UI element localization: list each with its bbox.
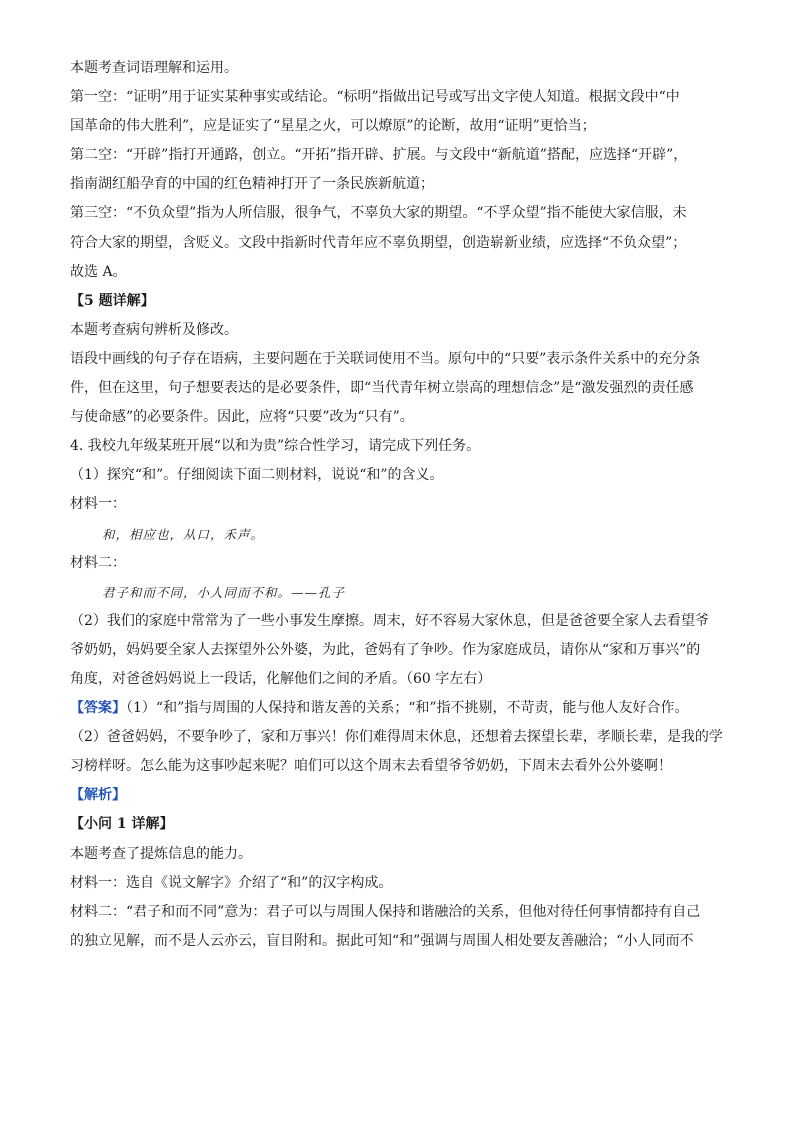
text-line: 的独立见解，而不是人云亦云，盲目附和。据此可知“和”强调与周围人相处要友善融洽；“小人同而不	[70, 932, 694, 949]
text-line: 第二空：“开辟”指打开通路，创立。“开拓”指开辟、扩展。与文段中“新航道”搭配，应选择“开辟”，	[70, 147, 688, 164]
text-line: （1）探究“和”。仔细阅读下面二则材料，说说“和”的含义。	[70, 467, 444, 484]
text-line: 第一空：“证明”用于证实某种事实或结论。“标明”指做出记号或写出文字使人知道。根据文段中“中	[70, 89, 680, 106]
text-line: 材料二：“君子和而不同”意为：君子可以与周围人保持和谐融洽的关系，但他对待任何事情都持有自己	[70, 903, 701, 920]
text-line: 国革命的伟大胜利”，应是证实了“星星之火，可以燎原”的论断，故用“证明”更恰当；	[70, 118, 596, 135]
answer-text: （1）“和”指与周围的人保持和谐友善的关系；“和”指不挑剔，不苛责，能与他人友好合作。	[126, 700, 689, 717]
section-heading: 【小问 1 详解】	[70, 816, 174, 833]
text-line: 材料一：选自《说文解字》介绍了“和”的汉字构成。	[70, 874, 393, 891]
text-line: 指南湖红船孕育的中国的红色精神打开了一条民族新航道；	[70, 176, 434, 193]
answer-line	[70, 700, 754, 717]
text-line: 爷奶奶，妈妈要全家人去探望外公外婆，为此，爸妈有了争吵。作为家庭成员，请你从“家和万事兴”的	[70, 641, 701, 658]
material-quote: 君子和而不同，小人同而不和。——孔子	[102, 584, 346, 600]
text-line: 习榜样呀。怎么能为这事吵起来呢？咱们可以这个周末去看望爷爷奶奶，下周末去看外公外婆啊！	[70, 758, 672, 775]
text-line: 与使命感”的必要条件。因此，应将“只要”改为“只有”。	[70, 409, 414, 426]
question-title: 4. 我校九年级某班开展“以和为贵”综合性学习，请完成下列任务。	[70, 438, 481, 455]
analysis-label: 【解析】	[70, 787, 126, 804]
text-line: 故选 A。	[70, 263, 127, 280]
text-line: 本题考查词语理解和运用。	[70, 60, 238, 76]
text-line: （2）我们的家庭中常常为了一些小事发生摩擦。周末，好不容易大家休息，但是爸爸要全家人去看望爷	[70, 612, 709, 629]
material-label: 材料一：	[70, 496, 126, 513]
text-line: 第三空：“不负众望”指为人所信服，很争气，不辜负大家的期望。“不孚众望”指不能使大家信服，未	[70, 205, 687, 222]
material-quote: 和，相应也，从口，禾声。	[102, 526, 265, 542]
text-line: 符合大家的期望，含贬义。文段中指新时代青年应不辜负期望，创造崭新业绩，应选择“不负众望”；	[70, 234, 687, 251]
text-line: 本题考查了提炼信息的能力。	[70, 845, 252, 862]
text-line: 本题考查病句辨析及修改。	[70, 321, 238, 338]
text-line: 角度，对爸爸妈妈说上一段话，化解他们之间的矛盾。（60 字左右）	[70, 670, 492, 687]
text-line: 件，但在这里，句子想要表达的是必要条件，即“当代青年树立崇高的理想信念”是“激发强烈的责任感	[70, 380, 694, 397]
text-line: 语段中画线的句子存在语病，主要问题在于关联词使用不当。原句中的“只要”表示条件关系中的充分条	[70, 350, 701, 367]
material-label: 材料二：	[70, 554, 126, 571]
answer-label: 【答案】	[70, 700, 126, 717]
text-line: （2）爸爸妈妈，不要争吵了，家和万事兴！你们难得周末休息，还想着去探望长辈，孝顺长辈，是我的学	[70, 729, 723, 746]
section-heading: 【5 题详解】	[70, 292, 155, 309]
